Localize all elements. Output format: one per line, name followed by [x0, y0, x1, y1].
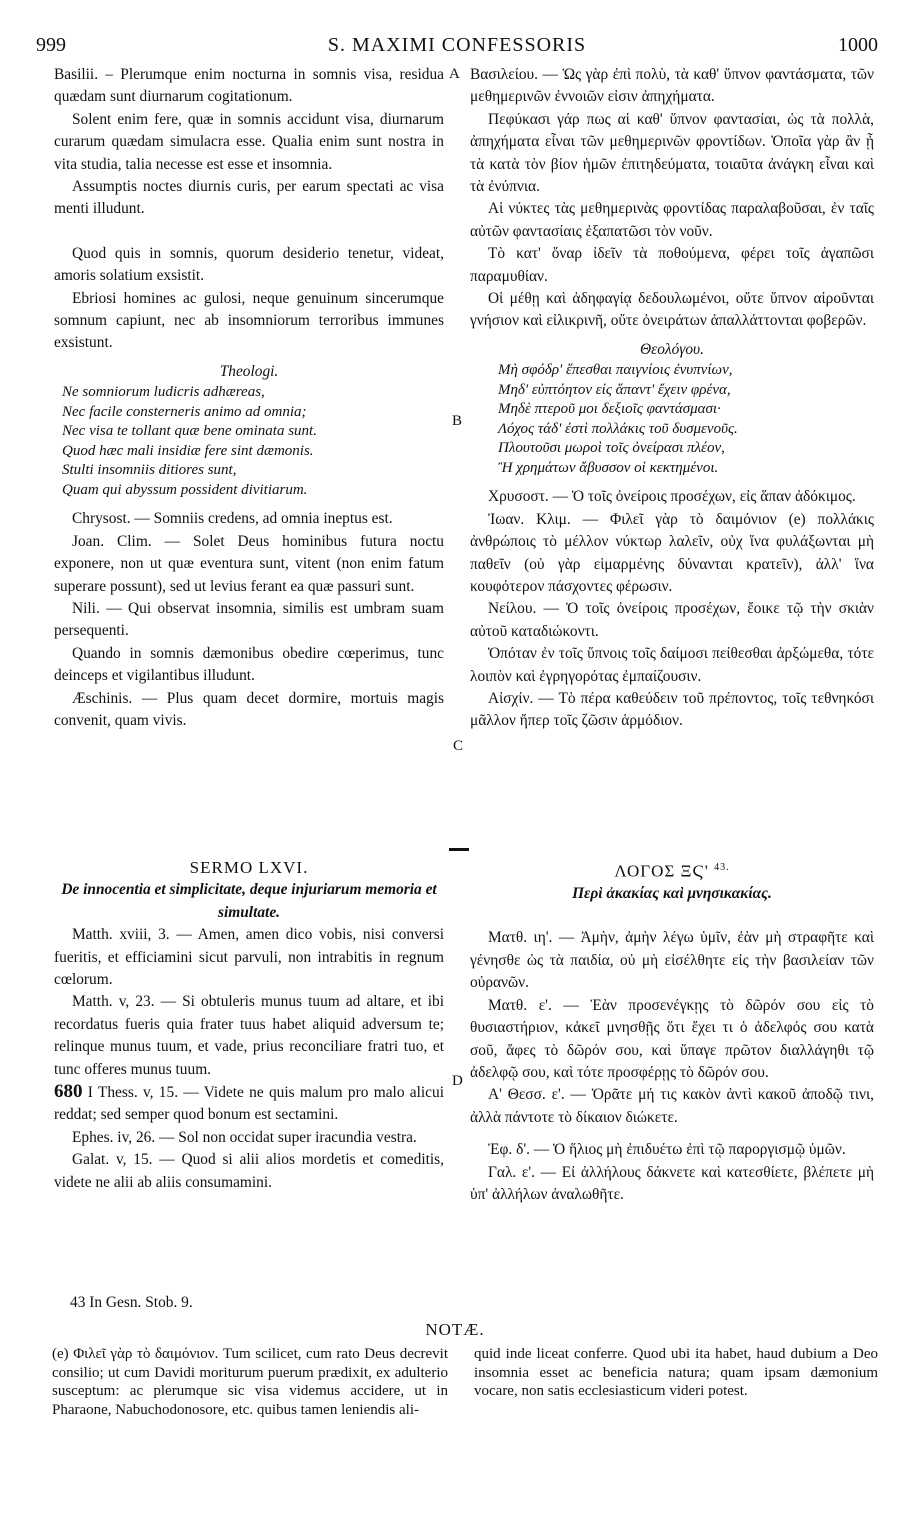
greek-quando: Ὁπόταν ἐν τοῖς ὕπνοις τοῖς δαίμοσι πείθεσθαι ἀρξώμεθα, τότε λοιπὸν καὶ ἐγρηγορότας ἐμπαίζουσιν.	[470, 645, 874, 685]
latin-verse: Ne somniorum ludicris adhæreas,	[62, 384, 265, 401]
latin-column-upper	[54, 64, 444, 732]
note-e-right: quid inde liceat conferre. Quod ubi ita habet, haud dubium a Deo insomnia esset ac beneficia natura; quam ipsam dæmonium vocare, non satis ecclesiasticum videri potest.	[474, 1346, 878, 1400]
latin-aeschinis: Æschinis. — Plus quam decet dormire, mortuis magis convenit, quam vivis.	[54, 689, 444, 729]
greek-basil-2: Πεφύκασι γάρ πως αἱ καθ' ὕπνον φαντασίαι, ὡς τὰ πολλὰ, ἀπηχήματα εἶναι τῶν μεθημερινῶν φροντίδων. Ὁποῖα γὰρ ἂν ᾖ τὰ κατὰ τὸν βίον ἡμῶν ἐπιτηδεύματα, τοιαῦτα ἀνάγκη εἶναι καὶ τὰ ἐνύπνια.	[470, 110, 874, 196]
notes-right-column	[474, 1345, 878, 1401]
greek-verse: Λόχος τάδ' ἐστὶ πολλάκις τοῦ δυσμενοῦς.	[498, 420, 738, 437]
latin-verse: Stulti insomniis ditiores sunt,	[62, 462, 237, 479]
latin-nili: Nili. — Qui observat insomnia, similis est umbram suam persequenti.	[54, 599, 444, 640]
greek-basil-1: Βασιλείου. — Ὡς γὰρ ἐπὶ πολὺ, τὰ καθ' ὕπνον φαντάσματα, τῶν μεθημερινῶν ἐννοιῶν εἰσιν ἀπηχήματα.	[470, 66, 874, 106]
greek-galat: Γαλ. ε'. — Εἰ ἀλλήλους δάκνετε καὶ κατεσθίετε, βλέπετε μὴ ὑπ' ἀλλήλων ἀναλωθῆτε.	[470, 1163, 874, 1203]
latin-verse: Nec facile consterneris animo ad omnia;	[62, 403, 307, 420]
greek-chrysost: Χρυσοστ. — Ὁ τοῖς ὀνείροις προσέχων, εἰς ἅπαν ἀδόκιμος.	[488, 488, 856, 506]
greek-verse: Μὴ σφόδρ' ἕπεσθαι παιγνίοις ἐνυπνίων,	[498, 362, 733, 379]
greek-sermo-footnote-ref: 43.	[714, 862, 730, 873]
greek-sermo-title: ΛΟΓΟΣ ΞϚ'	[614, 861, 709, 881]
page-number-left: 999	[36, 34, 66, 56]
greek-verses	[498, 361, 874, 478]
section-marker-d: D	[452, 1073, 463, 1089]
greek-basil-3: Αἱ νύκτες τὰς μεθημερινὰς φροντίδας παραλαβοῦσαι, ἐν ταῖς αὐτῶν φαντασίαις ἐξαπατῶσι τὸν νοῦν.	[470, 200, 874, 240]
latin-ephes: Ephes. iv, 26. — Sol non occidat super iracundia vestra.	[72, 1128, 417, 1146]
section-marker-c: C	[453, 738, 464, 754]
latin-verses	[62, 383, 444, 500]
greek-theologi-heading: Θεολόγου.	[640, 340, 704, 358]
greek-verse: Πλουτοῦσι μωροὶ τοῖς ὀνείρασι πλέον,	[498, 440, 725, 457]
latin-sermo-subtitle: De innocentia et simplicitate, deque injuriarum memoria et simultate.	[61, 881, 437, 921]
greek-sermo-subtitle: Περὶ ἀκακίας καὶ μνησικακίας.	[572, 885, 772, 903]
greek-column-sermon	[470, 857, 874, 1206]
greek-column-upper	[470, 64, 874, 733]
section-marker-b: B	[452, 413, 463, 429]
column-number: 680	[54, 1081, 83, 1103]
greek-ebriosi: Οἱ μέθῃ καὶ ἀδηφαγίᾳ δεδουλωμένοι, οὔτε ὕπνον αἱροῦνται γνήσιον καὶ εἰλικρινῆ, οὔτε ὀνειράτων ἀπαλλάττονται φοβερῶν.	[470, 290, 874, 330]
latin-joan-clim: Joan. Clim. — Solet Deus hominibus futura noctu exponere, non ut quæ eventura sunt, vitent (non enim fatum superare possunt), sed ut levius ferant ea quæ passuri sunt.	[54, 532, 444, 595]
latin-quando: Quando in somnis dæmonibus obedire cœperimus, tunc deinceps et vigilantibus illudunt.	[54, 644, 444, 685]
latin-quod: Quod quis in somnis, quorum desiderio tenetur, videat, amoris solatium exsistit.	[54, 244, 444, 285]
greek-matth-1: Ματθ. ιη'. — Ἀμὴν, ἀμὴν λέγω ὑμῖν, ἐὰν μὴ στραφῆτε καὶ γένησθε ὡς τὰ παιδία, οὐ μὴ εἰσέλθητε εἰς τὴν βασιλείαν τῶν οὐρανῶν.	[470, 929, 874, 992]
greek-ephes: Ἐφ. δ'. — Ὁ ἥλιος μὴ ἐπιδυέτω ἐπὶ τῷ παροργισμῷ ὑμῶν.	[488, 1141, 846, 1159]
notes-heading: NOTÆ.	[425, 1320, 485, 1339]
latin-basil-1: Basilii. – Plerumque enim nocturna in somnis visa, residua quædam sunt diurnarum cogitationum.	[54, 66, 444, 106]
greek-matth-2: Ματθ. ε'. — Ἐὰν προσενέγκῃς τὸ δῶρόν σου εἰς τὸ θυσιαστήριον, κἀκεῖ μνησθῇς ὅτι ἔχει τι ὁ ἀδελφός σου κατὰ σοῦ, ἄφες τὸ δῶρόν σου, καὶ ὕπαγε πρῶτον διαλλάγηθι τῷ ἀδελφῷ σου, καὶ τότε προσφέρῃς τὸ δῶρόν σου.	[470, 996, 874, 1081]
greek-thess: Α' Θεσσ. ε'. — Ὁρᾶτε μή τις κακὸν ἀντὶ κακοῦ ἀποδῷ τινι, ἀλλὰ πάντοτε τὸ δίκαιον διώκετε.	[470, 1086, 874, 1126]
note-e-left: (e) Φιλεῖ γὰρ τὸ δαιμόνιον. Tum scilicet, cum rato Deus decrevit consilio; ut cum Davidi moriturum puerum prædixit, ex adulterio susceptum: ac plerumque sic visa videmus accidere, ut in Pharaone, Nabuchodonosore, etc. quibus tamen leniendis ali-	[52, 1346, 448, 1418]
greek-verse: Ἢ χρημάτων ἄβυσσον οἱ κεκτημένοι.	[498, 459, 719, 476]
running-header	[36, 34, 878, 60]
latin-chrysost: Chrysost. — Somniis credens, ad omnia ineptus est.	[72, 510, 393, 528]
greek-verse: Μηδὲ πτεροῦ μοι δεξιοῖς φαντάσμασι·	[498, 401, 721, 418]
latin-theologi-heading: Theologi.	[219, 362, 279, 380]
latin-matth-2: Matth. v, 23. — Si obtuleris munus tuum ad altare, et ibi recordatus fueris quia frater tuus habet aliquid adversum te; relinque munus tuum, et vade, prius reconciliare fratri tuo, et tunc offeres munus tuum.	[54, 993, 444, 1078]
latin-verse: Quod hæc mali insidiæ fere sint dæmonis.	[62, 442, 314, 459]
latin-thess: I Thess. v, 15. — Videte ne quis malum pro malo alicui reddat; sed semper quod bonum est sectamini.	[54, 1084, 444, 1124]
greek-aeschinis: Αἰσχίν. — Τὸ πέρα καθεύδειν τοῦ πρέποντος, τοῖς τεθνηκόσι μᾶλλον ἤπερ τοῖς ζῶσιν ἁρμόδιον.	[470, 689, 874, 730]
section-marker-a: A	[449, 66, 460, 82]
latin-basil-3: Assumptis noctes diurnis curis, per earum spectati ac visa menti illudunt.	[54, 178, 444, 218]
page-number-right: 1000	[838, 34, 878, 56]
greek-sermo-title-line	[470, 857, 874, 883]
column-separator-dash	[449, 848, 469, 851]
latin-verse: Quam qui abyssum possident divitiarum.	[62, 481, 308, 498]
running-title: S. MAXIMI CONFESSORIS	[327, 34, 587, 56]
footnote: 43 In Gesn. Stob. 9.	[70, 1294, 193, 1311]
latin-ebriosi: Ebriosi homines ac gulosi, neque genuinum sincerumque somnum capiunt, nec ab insomniorum terroribus immunes exsistunt.	[54, 289, 444, 352]
latin-matth-1: Matth. xviii, 3. — Amen, amen dico vobis, nisi conversi fueritis, et efficiamini sicut parvuli, non intrabitis in regnum cœlorum.	[54, 926, 444, 989]
notes-left-column	[52, 1345, 448, 1419]
latin-basil-2: Solent enim fere, quæ in somnis accidunt visa, diurnarum curarum quædam simulacra esse. Qualia enim sunt nostra in vita studia, talia necesse est esse et insomnia.	[54, 110, 444, 173]
latin-column-sermon	[54, 857, 444, 1194]
latin-sermo-title: SERMO LXVI.	[189, 858, 309, 877]
latin-galat: Galat. v, 15. — Quod si alii alios mordetis et comeditis, videte ne alii ab aliis consumamini.	[54, 1151, 444, 1191]
greek-quod: Τὸ κατ' ὄναρ ἰδεῖν τὰ ποθούμενα, φέρει τοῖς ἀγαπῶσι παραμυθίαν.	[470, 245, 874, 285]
greek-nili: Νείλου. — Ὁ τοῖς ὀνείροις προσέχων, ἔοικε τῷ τὴν σκιὰν αὐτοῦ καταδιώκοντι.	[470, 600, 874, 640]
latin-verse: Nec visa te tollant quæ bene ominata sunt.	[62, 423, 317, 440]
greek-joan-clim: Ἰωαν. Κλιμ. — Φιλεῖ γὰρ τὸ δαιμόνιον (e) πολλάκις ἀνθρώποις τὸ μέλλον νύκτωρ λαλεῖν, οὐχ ἵνα φυλάξωνται μὴ παθεῖν (οὐ γὰρ εἱμαρμένης δύνανται κρατεῖν), ἀλλ' ἵνα κουφότερον πάσχοντες φέρωσιν.	[470, 510, 874, 595]
greek-verse: Μηδ' εὐπτόητον εἰς ἅπαντ' ἔχειν φρένα,	[498, 381, 731, 398]
